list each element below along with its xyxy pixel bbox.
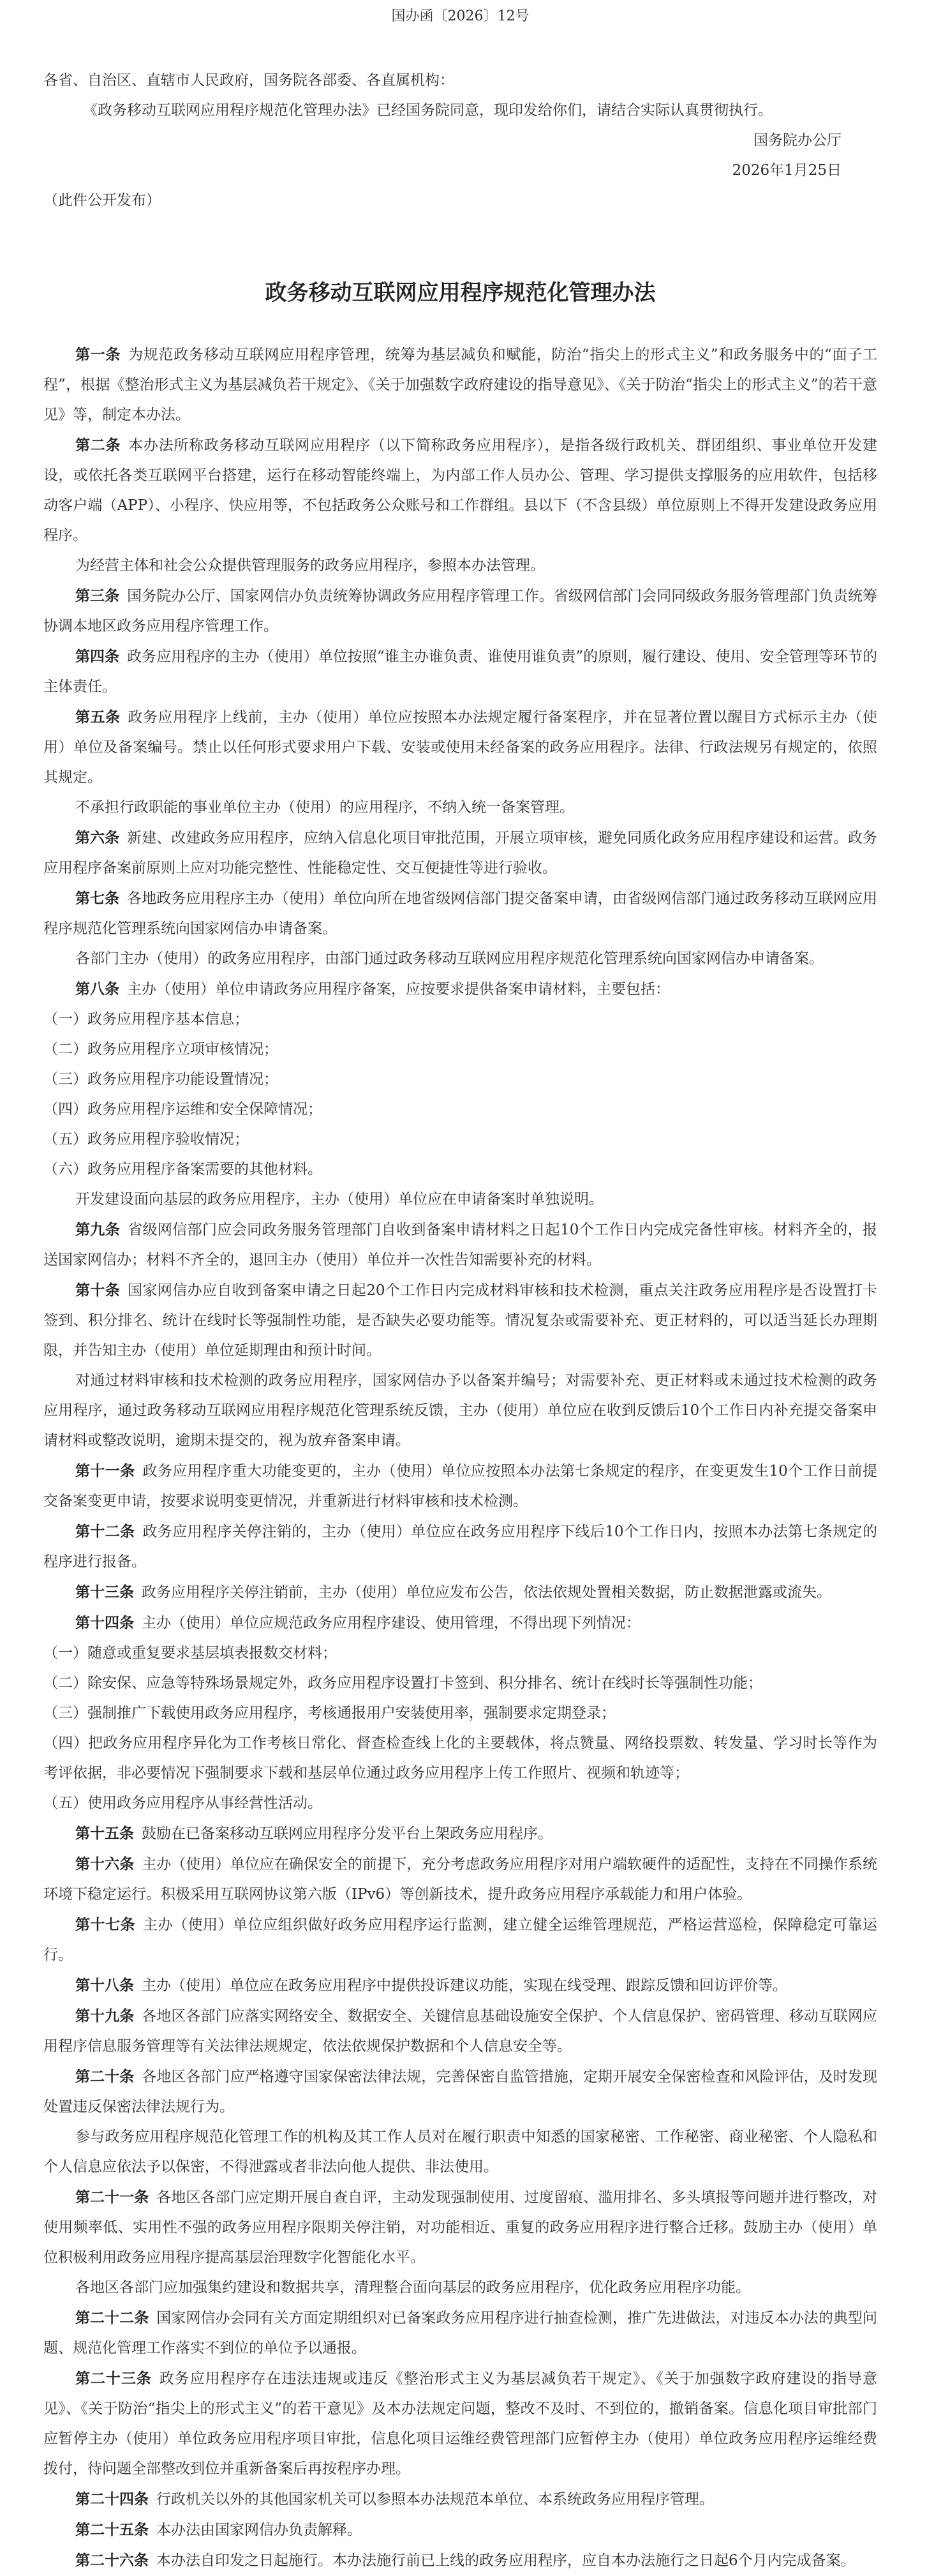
article-number: 第九条 bbox=[75, 1221, 121, 1238]
article-paragraph bbox=[43, 2273, 877, 2303]
paragraph-text: （三）强制推广下载使用政务应用程序，考核通报用户安装使用率，强制要求定期登录； bbox=[43, 1705, 616, 1721]
paragraph-text: 对通过材料审核和技术检测的政务应用程序，国家网信办予以备案并编号；对需要补充、更正材料或未通过技术检测的政务应用程序，通过政务移动互联网应用程序规范化管理系统反馈，主办（使用）单位应在收到反馈后10个工作日内补充提交备案申请材料或整改说明，逾期未提交的，视为放弃备案申请。 bbox=[43, 1372, 877, 1449]
article-number: 第四条 bbox=[75, 648, 120, 665]
article-paragraph bbox=[43, 1910, 877, 1970]
paragraph-text: 各部门主办（使用）的政务应用程序，由部门通过政务移动互联网应用程序规范化管理系统向国家网信办申请备案。 bbox=[75, 950, 824, 967]
article-number: 第十九条 bbox=[75, 2007, 135, 2025]
article-number: 第十一条 bbox=[75, 1462, 135, 1479]
article-number: 第十二条 bbox=[75, 1523, 135, 1540]
article-number: 第十条 bbox=[75, 1282, 121, 1299]
article-paragraph bbox=[43, 702, 877, 793]
paragraph-text: （四）政务应用程序运维和安全保障情况； bbox=[43, 1101, 322, 1118]
paragraph-text: （二）政务应用程序立项审核情况； bbox=[43, 1041, 278, 1058]
paragraph-text: 鼓励在已备案移动互联网应用程序分发平台上架政务应用程序。 bbox=[142, 1825, 552, 1842]
notice-text: 《政务移动互联网应用程序规范化管理办法》已经国务院同意，现印发给你们，请结合实际认真贯彻执行。 bbox=[83, 102, 773, 119]
article-paragraph bbox=[43, 883, 877, 944]
article-number: 第二十三条 bbox=[75, 2370, 152, 2387]
paragraph-text: 政务应用程序上线前，主办（使用）单位应按照本办法规定履行备案程序，并在显著位置以醒目方式标示主办（使用）单位及备案编号。禁止以任何形式要求用户下载、安装或使用未经备案的政务应用程序。法律、行政法规另有规定的，依照其规定。 bbox=[43, 709, 877, 786]
paragraph-text: 国务院办公厅、国家网信办负责统筹协调政务应用程序管理工作。省级网信部门会同同级政务服务管理部门负责统筹协调本地区政务应用程序管理工作。 bbox=[43, 588, 878, 634]
paragraph-text: 主办（使用）单位应组织做好政务应用程序运行监测，建立健全运维管理规范，严格运营巡检，保障稳定可靠运行。 bbox=[43, 1917, 877, 1963]
list-item bbox=[43, 1065, 877, 1095]
article-paragraph bbox=[43, 430, 877, 551]
article-number: 第二条 bbox=[75, 437, 121, 454]
article-number: 第十七条 bbox=[75, 1916, 135, 1933]
paragraph-text: 政务应用程序的主办（使用）单位按照“谁主办谁负责、谁使用谁负责”的原则，履行建设、使用、安全管理等环节的主体责任。 bbox=[43, 648, 877, 695]
paragraph-text: 各地区各部门应加强集约建设和数据共享，清理整合面向基层的政务应用程序，优化政务应用程序功能。 bbox=[75, 2279, 750, 2296]
paragraph-text: 主办（使用）单位申请政务应用程序备案，应按要求提供备案申请材料，主要包括： bbox=[127, 981, 670, 998]
issue-date: 2026年1月25日 bbox=[732, 162, 842, 179]
list-item bbox=[43, 1155, 877, 1185]
article-paragraph bbox=[43, 340, 877, 430]
article-number: 第二十二条 bbox=[75, 2309, 149, 2326]
paragraph-text: （四）把政务应用程序异化为工作考核日常化、督查检查线上化的主要载体，将点赞量、网络投票数、转发量、学习时长等作为考评依据，非必要情况下强制要求下载和基层单位通过政务应用程序上传工作照片、视频和轨迹等； bbox=[43, 1735, 877, 1781]
paragraph-text: 各地政务应用程序主办（使用）单位向所在地省级网信部门提交备案申请，由省级网信部门通过政务移动互联网应用程序规范化管理系统向国家网信办申请备案。 bbox=[43, 890, 878, 937]
article-number: 第三条 bbox=[75, 587, 120, 604]
document-number: 国办函〔2026〕12号 bbox=[391, 8, 530, 24]
list-item bbox=[43, 1728, 877, 1788]
paragraph-text: 各地区各部门应落实网络安全、数据安全、关键信息基础设施安全保护、个人信息保护、密码管理、移动互联网应用程序信息服务管理等有关法律法规规定，依法依规保护数据和个人信息安全等。 bbox=[43, 2008, 878, 2055]
list-item bbox=[43, 1095, 877, 1125]
paragraph-text: 开发建设面向基层的政务应用程序，主办（使用）单位应在申请备案时单独说明。 bbox=[75, 1191, 604, 1208]
article-paragraph bbox=[43, 1275, 877, 1366]
article-paragraph bbox=[43, 2545, 877, 2576]
article-number: 第十四条 bbox=[75, 1614, 134, 1631]
paragraph-text: 各地区各部门应定期开展自查自评，主动发现强制使用、过度留痕、滥用排名、多头填报等问题并进行整改，对使用频率低、实用性不强的政务应用程序限期关停注销，对功能相近、重复的政务应用程序进行整合迁移。鼓励主办（使用）单位积极利用政务应用程序提高基层治理数字化智能化水平。 bbox=[43, 2189, 878, 2266]
list-item bbox=[43, 1638, 877, 1668]
article-paragraph bbox=[43, 2484, 877, 2515]
paragraph-text: 为规范政务移动互联网应用程序管理，统筹为基层减负和赋能，防治“指尖上的形式主义”和政务服务中的“面子工程”，根据《整治形式主义为基层减负若干规定》、《关于加强数字政府建设的指导意见》、《关于防治“指尖上的形式主义”的若干意见》等，制定本办法。 bbox=[43, 347, 878, 423]
paragraph-text: （一）随意或重复要求基层填表报数交材料； bbox=[43, 1645, 337, 1661]
paragraph-text: （五）使用政务应用程序从事经营性活动。 bbox=[43, 1795, 322, 1811]
article-paragraph bbox=[43, 551, 877, 581]
article-paragraph bbox=[43, 581, 877, 641]
paragraph-text: 省级网信部门应会同政务服务管理部门自收到备案申请材料之日起10个工作日内完成完备性审核。材料齐全的，报送国家网信办；材料不齐全的，退回主办（使用）单位并一次性告知需要补充的材料。 bbox=[43, 1222, 877, 1268]
paragraph-text: （五）政务应用程序验收情况； bbox=[43, 1131, 249, 1148]
paragraph-text: 国家网信办应自收到备案申请之日起20个工作日内完成材料审核和技术检测，重点关注政务应用程序是否设置打卡签到、积分排名、统计在线时长等强制性功能，是否缺失必要功能等。情况复杂或需要补充、更正材料的，可以适当延长办理期限，并告知主办（使用）单位延期理由和预计时间。 bbox=[43, 1282, 877, 1359]
article-paragraph bbox=[43, 1366, 877, 1456]
article-paragraph bbox=[43, 2363, 877, 2484]
paragraph-text: 不承担行政职能的事业单位主办（使用）的应用程序，不纳入统一备案管理。 bbox=[75, 799, 574, 816]
paragraph-text: 主办（使用）单位应在政务应用程序中提供投诉建议功能，实现在线受理、跟踪反馈和回访评价等。 bbox=[142, 1977, 787, 1994]
paragraph-text: 本办法由国家网信办负责解释。 bbox=[156, 2522, 362, 2538]
paragraph-text: 国家网信办会同有关方面定期组织对已备案政务应用程序进行抽查检测，推广先进做法，对违反本办法的典型问题、规范化管理工作落实不到位的单位予以通报。 bbox=[43, 2310, 878, 2356]
notice-header bbox=[43, 66, 877, 216]
list-item bbox=[43, 1125, 877, 1155]
article-number: 第二十六条 bbox=[75, 2552, 149, 2569]
article-paragraph bbox=[43, 2303, 877, 2363]
article-paragraph bbox=[43, 2182, 877, 2273]
article-paragraph bbox=[43, 1185, 877, 1215]
paragraph-text: 参与政务应用程序规范化管理工作的机构及其工作人员对在履行职责中知悉的国家秘密、工作秘密、商业秘密、个人隐私和个人信息应依法予以保密，不得泄露或者非法向他人提供、非法使用。 bbox=[43, 2129, 877, 2175]
paragraph-text: （六）政务应用程序备案需要的其他材料。 bbox=[43, 1161, 322, 1178]
addressee: 各省、自治区、直辖市人民政府，国务院各部委、各直属机构： bbox=[43, 72, 454, 89]
article-paragraph bbox=[43, 793, 877, 823]
paragraph-text: 政务应用程序存在违法违规或违反《整治形式主义为基层减负若干规定》、《关于加强数字政府建设的指导意见》、《关于防治“指尖上的形式主义”的若干意见》及本办法规定问题，整改不及时、不到位的，撤销备案。信息化项目审批部门应暂停主办（使用）单位政务应用程序项目审批，信息化项目运维经费管理部门应暂停主办（使用）单位政务应用程序运维经费拨付，待问题全部整改到位并重新备案后再按程序办理。 bbox=[43, 2370, 878, 2477]
article-number: 第十八条 bbox=[75, 1977, 134, 1994]
article-paragraph bbox=[43, 1456, 877, 1516]
article-paragraph bbox=[43, 2062, 877, 2122]
article-number: 第十三条 bbox=[75, 1584, 134, 1601]
article-number: 第二十四条 bbox=[75, 2490, 149, 2508]
article-paragraph bbox=[43, 944, 877, 974]
article-paragraph bbox=[43, 1970, 877, 2001]
article-paragraph bbox=[43, 823, 877, 883]
paragraph-text: 主办（使用）单位应在确保安全的前提下，充分考虑政务应用程序对用户端软硬件的适配性，支持在不同操作系统环境下稳定运行。积极采用互联网协议第六版（IPv6）等创新技术，提升政务应用程序承载能力和用户体验。 bbox=[43, 1856, 878, 1903]
paragraph-text: 政务应用程序关停注销前，主办（使用）单位应发布公告，依法依规处置相关数据，防止数据泄露或流失。 bbox=[142, 1584, 831, 1601]
article-paragraph bbox=[43, 1516, 877, 1577]
article-number: 第六条 bbox=[75, 829, 120, 846]
paragraph-text: 本办法所称政务移动互联网应用程序（以下简称政务应用程序），是指各级行政机关、群团组织、事业单位开发建设，或依托各类互联网平台搭建，运行在移动智能终端上，为内部工作人员办公、管理、学习提供支撑服务的应用软件，包括移动客户端（APP）、小程序、快应用等，不包括政务公众账号和工作群组。县以下（不含县级）单位原则上不得开发建设政务应用程序。 bbox=[43, 437, 878, 544]
article-paragraph bbox=[43, 641, 877, 702]
article-paragraph bbox=[43, 1849, 877, 1910]
paragraph-text: （一）政务应用程序基本信息； bbox=[43, 1011, 249, 1028]
article-paragraph bbox=[43, 1577, 877, 1608]
article-paragraph bbox=[43, 2515, 877, 2545]
paragraph-text: 政务应用程序重大功能变更的，主办（使用）单位应按照本办法第七条规定的程序，在变更发生10个工作日前提交备案变更申请，按要求说明变更情况，并重新进行材料审核和技术检测。 bbox=[43, 1463, 877, 1509]
paragraph-text: 各地区各部门应严格遵守国家保密法律法规，完善保密自监管措施，定期开展安全保密检查和风险评估，及时发现处置违反保密法律法规行为。 bbox=[43, 2069, 878, 2115]
article-number: 第十六条 bbox=[75, 1855, 135, 1873]
document-title: 政务移动互联网应用程序规范化管理办法 bbox=[265, 280, 656, 306]
article-paragraph bbox=[43, 2001, 877, 2062]
article-paragraph bbox=[43, 974, 877, 1005]
paragraph-text: 为经营主体和社会公众提供管理服务的政务应用程序，参照本办法管理。 bbox=[75, 557, 545, 574]
document-body bbox=[43, 340, 877, 2576]
list-item bbox=[43, 1668, 877, 1698]
article-number: 第五条 bbox=[75, 708, 121, 726]
list-item bbox=[43, 1788, 877, 1818]
issuer: 国务院办公厅 bbox=[753, 132, 842, 149]
list-item bbox=[43, 1005, 877, 1035]
article-number: 第十五条 bbox=[75, 1825, 134, 1842]
article-number: 第二十五条 bbox=[75, 2521, 149, 2538]
article-number: 第二十条 bbox=[75, 2068, 135, 2085]
paragraph-text: （二）除安保、应急等特殊场景规定外，政务应用程序设置打卡签到、积分排名、统计在线时长等强制性功能； bbox=[43, 1675, 762, 1691]
list-item bbox=[43, 1035, 877, 1065]
paragraph-text: 政务应用程序关停注销的，主办（使用）单位应在政务应用程序下线后10个工作日内，按照本办法第七条规定的程序进行报备。 bbox=[43, 1524, 877, 1570]
article-number: 第二十一条 bbox=[75, 2189, 149, 2206]
article-paragraph bbox=[43, 1818, 877, 1849]
article-paragraph bbox=[43, 1215, 877, 1275]
paragraph-text: 本办法自印发之日起施行。本办法施行前已上线的政务应用程序，应自本办法施行之日起6个月内完成备案。 bbox=[156, 2552, 856, 2569]
article-paragraph bbox=[43, 2122, 877, 2182]
list-item bbox=[43, 1698, 877, 1728]
article-number: 第八条 bbox=[75, 980, 119, 998]
paragraph-text: 主办（使用）单位应规范政务应用程序建设、使用管理，不得出现下列情况： bbox=[142, 1615, 641, 1631]
article-paragraph bbox=[43, 1608, 877, 1638]
paragraph-text: （三）政务应用程序功能设置情况； bbox=[43, 1071, 278, 1088]
paragraph-text: 行政机关以外的其他国家机关可以参照本办法规范本单位、本系统政务应用程序管理。 bbox=[156, 2491, 714, 2508]
publication-note: （此件公开发布） bbox=[43, 192, 161, 209]
article-number: 第一条 bbox=[75, 346, 121, 363]
paragraph-text: 新建、改建政务应用程序，应纳入信息化项目审批范围，开展立项审核，避免同质化政务应用程序建设和运营。政务应用程序备案前原则上应对功能完整性、性能稳定性、交互便捷性等进行验收。 bbox=[43, 830, 878, 876]
article-number: 第七条 bbox=[75, 890, 120, 907]
